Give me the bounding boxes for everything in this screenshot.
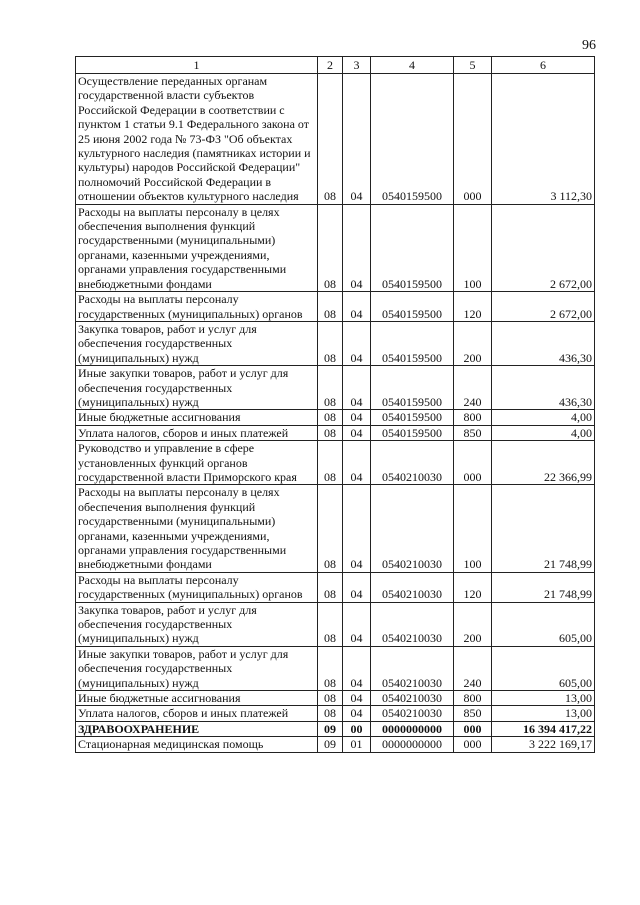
row-subsection-cell: 04 [343, 602, 371, 646]
column-header-1: 1 [76, 57, 318, 74]
table-row [76, 74, 595, 205]
row-name-cell: Расходы на выплаты персоналу государственных (муниципальных) органов [76, 572, 318, 602]
row-name-cell: Расходы на выплаты персоналу государственных (муниципальных) органов [76, 292, 318, 322]
column-header-6: 6 [492, 57, 595, 74]
row-subsection-cell: 01 [343, 737, 371, 752]
row-section-cell: 08 [318, 706, 343, 721]
row-target-item-cell: 0540159500 [371, 74, 454, 205]
row-amount-cell: 4,00 [492, 410, 595, 425]
row-subsection-cell: 04 [343, 366, 371, 410]
row-name-cell: ЗДРАВООХРАНЕНИЕ [76, 721, 318, 736]
row-subsection-cell: 04 [343, 410, 371, 425]
row-target-item-cell: 0540159500 [371, 425, 454, 440]
table-row [76, 485, 595, 572]
row-target-item-cell: 0540210030 [371, 646, 454, 690]
row-amount-cell: 3 112,30 [492, 74, 595, 205]
row-section-cell: 08 [318, 292, 343, 322]
row-target-item-cell: 0540210030 [371, 706, 454, 721]
row-subsection-cell: 04 [343, 441, 371, 485]
table-row [76, 292, 595, 322]
row-expense-type-cell: 000 [454, 441, 492, 485]
row-target-item-cell: 0540210030 [371, 602, 454, 646]
table-row [76, 321, 595, 365]
table-row [76, 706, 595, 721]
row-section-cell: 09 [318, 737, 343, 752]
row-amount-cell: 436,30 [492, 321, 595, 365]
row-amount-cell: 605,00 [492, 646, 595, 690]
row-section-cell: 08 [318, 602, 343, 646]
row-subsection-cell: 04 [343, 204, 371, 291]
table-row [76, 204, 595, 291]
table-header-row [76, 57, 595, 74]
row-expense-type-cell: 200 [454, 321, 492, 365]
row-expense-type-cell: 000 [454, 721, 492, 736]
table-row [76, 721, 595, 736]
row-target-item-cell: 0540159500 [371, 292, 454, 322]
row-subsection-cell: 04 [343, 706, 371, 721]
row-amount-cell: 605,00 [492, 602, 595, 646]
budget-table [75, 56, 595, 753]
row-target-item-cell: 0000000000 [371, 737, 454, 752]
row-target-item-cell: 0000000000 [371, 721, 454, 736]
row-amount-cell: 436,30 [492, 366, 595, 410]
row-subsection-cell: 04 [343, 321, 371, 365]
row-expense-type-cell: 000 [454, 74, 492, 205]
column-header-3: 3 [343, 57, 371, 74]
row-section-cell: 08 [318, 321, 343, 365]
row-amount-cell: 4,00 [492, 425, 595, 440]
table-row [76, 425, 595, 440]
row-name-cell: Иные бюджетные ассигнования [76, 691, 318, 706]
row-name-cell: Иные закупки товаров, работ и услуг для обеспечения государственных (муниципальных) нужд [76, 646, 318, 690]
row-subsection-cell: 04 [343, 485, 371, 572]
row-expense-type-cell: 200 [454, 602, 492, 646]
row-amount-cell: 2 672,00 [492, 204, 595, 291]
row-subsection-cell: 00 [343, 721, 371, 736]
row-name-cell: Стационарная медицинская помощь [76, 737, 318, 752]
row-expense-type-cell: 120 [454, 292, 492, 322]
row-subsection-cell: 04 [343, 572, 371, 602]
row-amount-cell: 21 748,99 [492, 485, 595, 572]
column-header-4: 4 [371, 57, 454, 74]
row-target-item-cell: 0540159500 [371, 366, 454, 410]
row-expense-type-cell: 800 [454, 691, 492, 706]
row-target-item-cell: 0540159500 [371, 204, 454, 291]
row-subsection-cell: 04 [343, 425, 371, 440]
row-amount-cell: 3 222 169,17 [492, 737, 595, 752]
row-name-cell: Расходы на выплаты персоналу в целях обеспечения выполнения функций государственными (муниципальными) органами, казенными учреждениями, органами управления государственными внебюджетными фондами [76, 204, 318, 291]
row-amount-cell: 13,00 [492, 706, 595, 721]
row-name-cell: Закупка товаров, работ и услуг для обеспечения государственных (муниципальных) нужд [76, 602, 318, 646]
table-body [76, 74, 595, 753]
row-expense-type-cell: 240 [454, 366, 492, 410]
row-section-cell: 08 [318, 691, 343, 706]
table-row [76, 602, 595, 646]
row-expense-type-cell: 100 [454, 485, 492, 572]
row-expense-type-cell: 240 [454, 646, 492, 690]
row-name-cell: Закупка товаров, работ и услуг для обеспечения государственных (муниципальных) нужд [76, 321, 318, 365]
table-row [76, 572, 595, 602]
row-target-item-cell: 0540210030 [371, 691, 454, 706]
table-row [76, 737, 595, 752]
row-name-cell: Уплата налогов, сборов и иных платежей [76, 706, 318, 721]
row-expense-type-cell: 800 [454, 410, 492, 425]
row-name-cell: Уплата налогов, сборов и иных платежей [76, 425, 318, 440]
row-amount-cell: 13,00 [492, 691, 595, 706]
row-name-cell: Руководство и управление в сфере установленных функций органов государственной власти Приморского края [76, 441, 318, 485]
row-name-cell: Иные бюджетные ассигнования [76, 410, 318, 425]
row-section-cell: 08 [318, 646, 343, 690]
table-row [76, 366, 595, 410]
row-subsection-cell: 04 [343, 691, 371, 706]
row-target-item-cell: 0540159500 [371, 410, 454, 425]
row-subsection-cell: 04 [343, 74, 371, 205]
row-section-cell: 08 [318, 204, 343, 291]
row-section-cell: 08 [318, 485, 343, 572]
row-subsection-cell: 04 [343, 292, 371, 322]
row-expense-type-cell: 100 [454, 204, 492, 291]
row-subsection-cell: 04 [343, 646, 371, 690]
row-amount-cell: 22 366,99 [492, 441, 595, 485]
row-amount-cell: 16 394 417,22 [492, 721, 595, 736]
row-name-cell: Осуществление переданных органам государственной власти субъектов Российской Федерации в соответствии с пунктом 1 статьи 9.1 Федерального закона от 25 июня 2002 года № 73-ФЗ "Об объектах культурного наследия (памятниках истории и культуры) народов Российской Федерации" полномочий Российской Федерации в отношении объектов культурного наследия [76, 74, 318, 205]
column-header-2: 2 [318, 57, 343, 74]
row-expense-type-cell: 120 [454, 572, 492, 602]
row-section-cell: 08 [318, 425, 343, 440]
table-row [76, 441, 595, 485]
row-section-cell: 08 [318, 410, 343, 425]
column-header-5: 5 [454, 57, 492, 74]
table-row [76, 646, 595, 690]
row-target-item-cell: 0540210030 [371, 441, 454, 485]
row-target-item-cell: 0540159500 [371, 321, 454, 365]
page-number: 96 [582, 38, 596, 53]
row-section-cell: 09 [318, 721, 343, 736]
row-name-cell: Иные закупки товаров, работ и услуг для обеспечения государственных (муниципальных) нужд [76, 366, 318, 410]
row-expense-type-cell: 000 [454, 737, 492, 752]
row-section-cell: 08 [318, 441, 343, 485]
row-amount-cell: 21 748,99 [492, 572, 595, 602]
row-expense-type-cell: 850 [454, 425, 492, 440]
row-section-cell: 08 [318, 74, 343, 205]
row-amount-cell: 2 672,00 [492, 292, 595, 322]
table-row [76, 691, 595, 706]
row-expense-type-cell: 850 [454, 706, 492, 721]
row-section-cell: 08 [318, 366, 343, 410]
row-target-item-cell: 0540210030 [371, 485, 454, 572]
row-section-cell: 08 [318, 572, 343, 602]
row-name-cell: Расходы на выплаты персоналу в целях обеспечения выполнения функций государственными (муниципальными) органами, казенными учреждениями, органами управления государственными внебюджетными фондами [76, 485, 318, 572]
table-row [76, 410, 595, 425]
row-target-item-cell: 0540210030 [371, 572, 454, 602]
